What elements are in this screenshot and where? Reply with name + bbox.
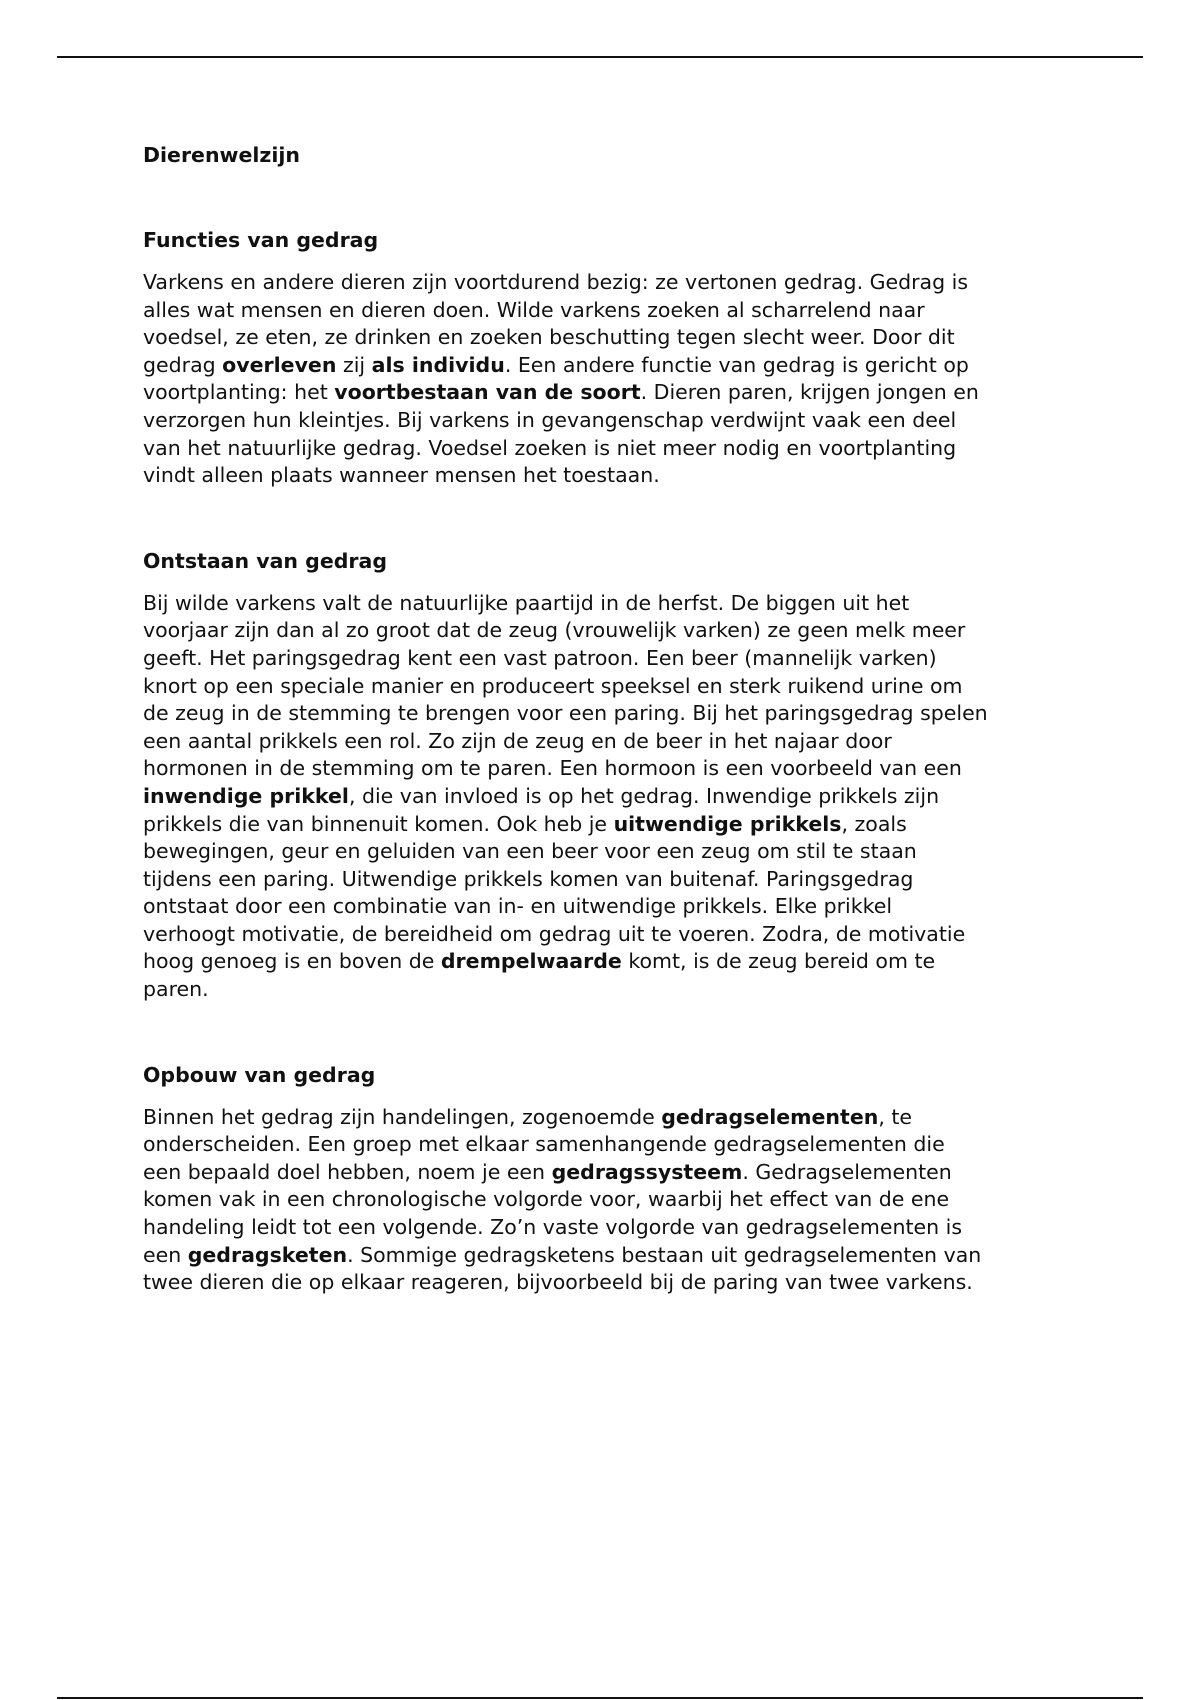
text-run: Bij wilde varkens valt de natuurlijke paartijd in de herfst. De biggen uit het voorjaar zijn dan al zo groot dat de zeug (vrouwelijk varken) ze geen melk meer geeft. Het paringsgedrag kent een vast patroon. Een beer (mannelijk varken) knort op een speciale manier en produceert speeksel en sterk ruikend urine om de zeug in de stemming te brengen voor een paring. Bij het paringsgedrag spelen een aantal prikkels een rol. Zo zijn de zeug en de beer in het najaar door hormonen in de stemming om te paren. Een hormoon is een voorbeeld van een [143,590,988,781]
text-run: . Dieren paren, krijgen jongen en verzorgen hun kleintjes. Bij varkens in gevangenschap verdwijnt vaak een deel van het natuurlijke gedrag. Voedsel zoeken is niet meer nodig en voortplanting vindt alleen plaats wanneer mensen het toestaan. [143,380,979,488]
text-run: Binnen het gedrag zijn handelingen, zogenoemde [143,1104,662,1129]
document-body [143,141,1073,1297]
text-run: . Gedragselementen komen vak in een chronologische volgorde voor, waarbij het effect van de ene handeling leidt tot een volgende. Zo’n vaste volgorde van gedragselementen is een [143,1159,963,1267]
bold-term: gedragsketen [187,1242,348,1267]
header-rule [57,56,1143,58]
section-paragraph [143,1104,1073,1297]
bold-term: drempelwaarde [440,949,622,974]
section-heading: Ontstaan van gedrag [143,548,388,573]
section-paragraph [143,269,1073,490]
bold-term: gedragssysteem [551,1159,743,1184]
text-run: komt, is de zeug bereid om te paren. [143,949,936,1002]
text-run: zij [336,352,372,377]
bold-term: als individu [371,352,505,377]
text-run: Varkens en andere dieren zijn voortdurend bezig: ze vertonen gedrag. Gedrag is alles wat mensen en dieren doen. Wilde varkens zoeken al scharrelend naar voedsel, ze eten, ze drinken en zoeken beschutting tegen slecht weer. Door dit gedrag [143,270,969,377]
bold-term: uitwendige prikkels [613,811,842,836]
text-run: , zoals bewegingen, geur en geluiden van een beer voor een zeug om stil te staan tijdens een paring. Uitwendige prikkels komen van buitenaf. Paringsgedrag ontstaat door een combinatie van in- en uitwendige prikkels. Elke prikkel verhoogt motivatie, de bereidheid om gedrag uit te voeren. Zodra, de motivatie hoog genoeg is en boven de [143,811,966,974]
text-run: , die van invloed is op het gedrag. Inwendige prikkels zijn prikkels die van binnenuit komen. Ook heb je [143,783,940,836]
document-title: Dierenwelzijn [143,143,301,167]
text-run: . Sommige gedragsketens bestaan uit gedragselementen van twee dieren die op elkaar reageren, bijvoorbeeld bij de paring van twee varkens. [143,1242,982,1295]
bold-term: voortbestaan van de soort [334,380,641,405]
bold-term: inwendige prikkel [143,783,349,808]
text-run: . Een andere functie van gedrag is gericht op voortplanting: het [143,352,969,405]
section-heading: Opbouw van gedrag [143,1062,376,1087]
footer-rule [57,1697,1143,1699]
section-heading: Functies van gedrag [143,228,379,252]
text-run: , te onderscheiden. Een groep met elkaar samenhangende gedragselementen die een bepaald doel hebben, noem je een [143,1104,945,1184]
bold-term: gedragselementen [661,1104,879,1129]
section-ontstaan [143,547,1073,1004]
bold-term: overleven [222,352,337,377]
section-paragraph [143,590,1073,1004]
section-functies [143,226,1073,490]
section-opbouw [143,1061,1073,1297]
